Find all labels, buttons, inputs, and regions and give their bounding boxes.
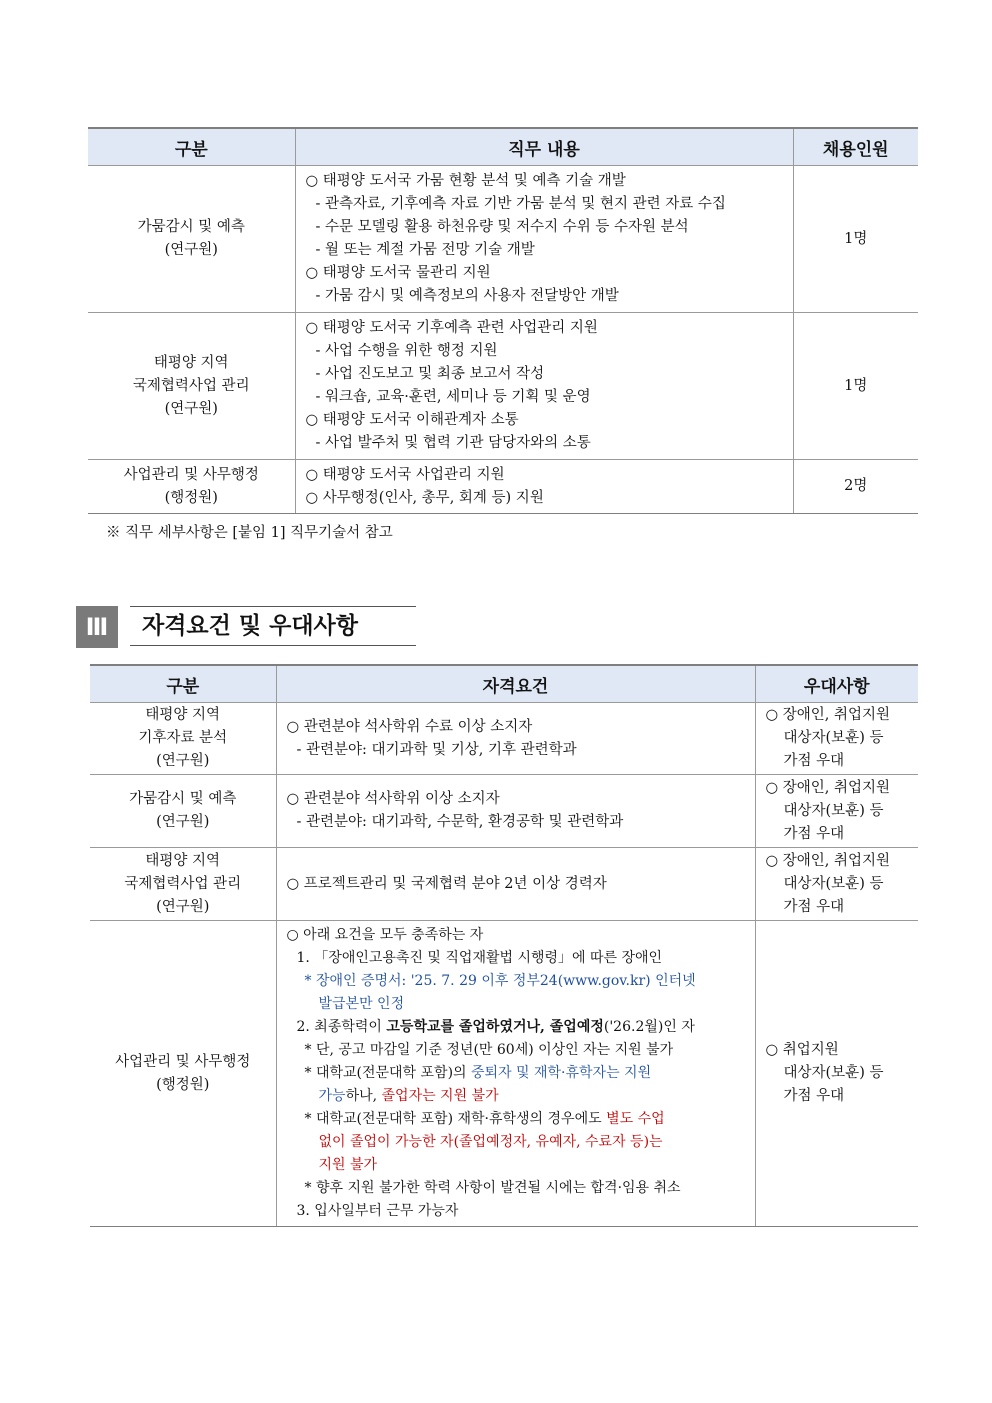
header-requirements: 자격요건: [276, 665, 755, 703]
category-line: 가뭄감시 및 예측: [137, 219, 245, 235]
category-line: 기후자료 분석: [138, 730, 228, 746]
requirement-note: * 단, 공고 마감일 기준 정년(만 60세) 이상인 자는 지원 불가: [304, 1042, 674, 1058]
duty-line: - 사업 수행을 위한 행정 지원: [315, 343, 498, 359]
requirement-line: - 관련분야: 대기과학 및 기상, 기후 관련학과: [296, 741, 577, 758]
requirement-line: ○ 아래 요건을 모두 충족하는 자: [286, 927, 484, 943]
headcount-cell: 1명: [793, 313, 918, 460]
category-cell: [90, 703, 276, 775]
requirement-line: 3. 입사일부터 근무 가능자: [296, 1203, 459, 1219]
warning-span: 졸업자는 지원 불가: [381, 1088, 499, 1104]
section-number: Ⅲ: [76, 606, 118, 648]
category-line: 사업관리 및 사무행정: [123, 466, 259, 483]
duty-line: - 월 또는 계절 가뭄 전망 기술 개발: [315, 242, 535, 258]
category-line: (연구원): [156, 898, 210, 915]
duty-line: ○ 태평양 도서국 이해관계자 소통: [305, 412, 519, 428]
category-line: 국제협력사업 관리: [132, 377, 250, 394]
preference-line: 가점 우대: [783, 898, 845, 915]
duty-line: - 수문 모델링 활용 하천유량 및 저수지 수위 등 수자원 분석: [315, 219, 689, 235]
requirements-cell: [276, 775, 755, 848]
category-line: (연구원): [164, 242, 218, 258]
duty-line: ○ 태평양 도서국 물관리 지원: [305, 265, 491, 281]
requirement-note: [283, 1062, 749, 1085]
table-row: [88, 166, 918, 313]
requirements-cell: [276, 848, 755, 921]
text-span: ('26.2월)인 자: [603, 1019, 695, 1035]
requirement-note: 발급본만 인정: [318, 996, 405, 1012]
duty-line: ○ 태평양 도서국 사업관리 지원: [305, 466, 505, 483]
table-row: [90, 703, 918, 775]
header-category: 구분: [90, 665, 276, 703]
header-preference: 우대사항: [755, 665, 918, 703]
requirement-note: * 장애인 증명서: '25. 7. 29 이후 정부24(www.gov.kr) 인터넷: [304, 973, 696, 989]
category-cell: [90, 775, 276, 848]
table-row: [88, 313, 918, 460]
headcount-cell: 1명: [793, 166, 918, 313]
category-cell: [88, 313, 295, 460]
preference-line: 가점 우대: [783, 825, 845, 842]
table-header-row: [90, 665, 918, 703]
preference-line: 대상자(보훈) 등: [783, 875, 884, 892]
table-row: [90, 921, 918, 1227]
warning-span: 별도 수업: [606, 1111, 665, 1127]
section-title: 자격요건 및 우대사항: [130, 606, 416, 646]
duty-line: ○ 사무행정(인사, 총무, 회계 등) 지원: [305, 489, 544, 506]
duty-line: ○ 태평양 도서국 가뭄 현황 분석 및 예측 기술 개발: [305, 173, 626, 189]
category-cell: [90, 848, 276, 921]
preference-line: 대상자(보훈) 등: [783, 1065, 884, 1081]
table-row: [88, 460, 918, 514]
category-cell: [88, 460, 295, 514]
category-cell: [90, 921, 276, 1227]
text-span: 2. 최종학력이: [296, 1019, 387, 1035]
category-line: 태평양 지역: [145, 707, 221, 723]
requirement-note: * 향후 지원 불가한 학력 사항이 발견될 시에는 합격·임용 취소: [304, 1180, 681, 1196]
category-line: 사업관리 및 사무행정: [115, 1053, 251, 1070]
category-line: (연구원): [156, 753, 210, 769]
preference-line: ○ 장애인, 취업지원: [765, 707, 891, 723]
preference-line: ○ 장애인, 취업지원: [765, 779, 891, 796]
requirement-note: [283, 1085, 749, 1108]
category-line: (연구원): [156, 814, 210, 830]
requirement-line: 1. 「장애인고용촉진 및 직업재활법 시행령」에 따른 장애인: [296, 950, 663, 966]
requirement-note: 지원 불가: [318, 1157, 378, 1173]
text-span: 하나,: [345, 1088, 382, 1104]
category-line: (연구원): [164, 400, 218, 417]
reference-note: ※ 직무 세부사항은 [붙임 1] 직무기술서 참고: [106, 525, 393, 541]
preference-line: ○ 장애인, 취업지원: [765, 852, 891, 869]
header-category: 구분: [88, 128, 295, 166]
preference-line: 대상자(보훈) 등: [783, 730, 884, 746]
category-line: (행정원): [156, 1076, 210, 1093]
table-header-row: [88, 128, 918, 166]
qualification-table: [90, 664, 918, 1227]
text-span: * 대학교(전문대학 포함) 재학·휴학생의 경우에도: [304, 1111, 607, 1127]
duties-cell: [295, 460, 793, 514]
text-span: * 대학교(전문대학 포함)의: [304, 1065, 472, 1081]
header-headcount: 채용인원: [793, 128, 918, 166]
duties-cell: [295, 166, 793, 313]
highlight-span: 가능: [318, 1088, 346, 1104]
category-line: 가뭄감시 및 예측: [129, 791, 237, 807]
requirement-line: ○ 관련분야 석사학위 수료 이상 소지자: [286, 718, 533, 735]
preference-cell: [755, 703, 918, 775]
duty-line: - 사업 진도보고 및 최종 보고서 작성: [315, 366, 545, 382]
preference-line: 가점 우대: [783, 1088, 845, 1104]
duty-line: - 워크숍, 교육·훈련, 세미나 등 기획 및 운영: [315, 389, 591, 405]
category-line: 태평양 지역: [145, 852, 221, 869]
headcount-cell: 2명: [793, 460, 918, 514]
preference-cell: [755, 848, 918, 921]
header-duties: 직무 내용: [295, 128, 793, 166]
requirements-cell: [276, 703, 755, 775]
job-duties-table: [88, 127, 918, 514]
preference-cell: [755, 921, 918, 1227]
requirement-line: [283, 1016, 749, 1039]
highlight-span: 중퇴자 및 재학·휴학자는 지원: [471, 1065, 652, 1081]
requirement-line: - 관련분야: 대기과학, 수문학, 환경공학 및 관련학과: [296, 814, 624, 830]
duty-line: ○ 태평양 도서국 기후예측 관련 사업관리 지원: [305, 320, 598, 336]
preference-line: 가점 우대: [783, 753, 845, 769]
table-row: [90, 775, 918, 848]
preference-line: 대상자(보훈) 등: [783, 802, 884, 819]
emphasis-span: 고등학교를 졸업하였거나, 졸업예정: [386, 1019, 604, 1035]
section-heading: [76, 606, 416, 648]
requirements-cell: [276, 921, 755, 1227]
table-row: [90, 848, 918, 921]
category-line: 태평양 지역: [153, 354, 229, 371]
category-line: 국제협력사업 관리: [124, 875, 242, 892]
requirement-line: ○ 관련분야 석사학위 이상 소지자: [286, 791, 500, 807]
duty-line: - 사업 발주처 및 협력 기관 담당자와의 소통: [315, 435, 591, 451]
requirement-line: ○ 프로젝트관리 및 국제협력 분야 2년 이상 경력자: [286, 875, 607, 892]
category-line: (행정원): [164, 489, 218, 506]
requirement-note: 없이 졸업이 가능한 자(졸업예정자, 유예자, 수료자 등)는: [318, 1134, 663, 1150]
requirement-note: [283, 1108, 749, 1131]
duty-line: - 관측자료, 기후예측 자료 기반 가뭄 분석 및 현지 관련 자료 수집: [315, 196, 726, 212]
preference-cell: [755, 775, 918, 848]
duties-cell: [295, 313, 793, 460]
duty-line: - 가뭄 감시 및 예측정보의 사용자 전달방안 개발: [315, 288, 619, 304]
preference-line: ○ 취업지원: [765, 1042, 839, 1058]
category-cell: [88, 166, 295, 313]
